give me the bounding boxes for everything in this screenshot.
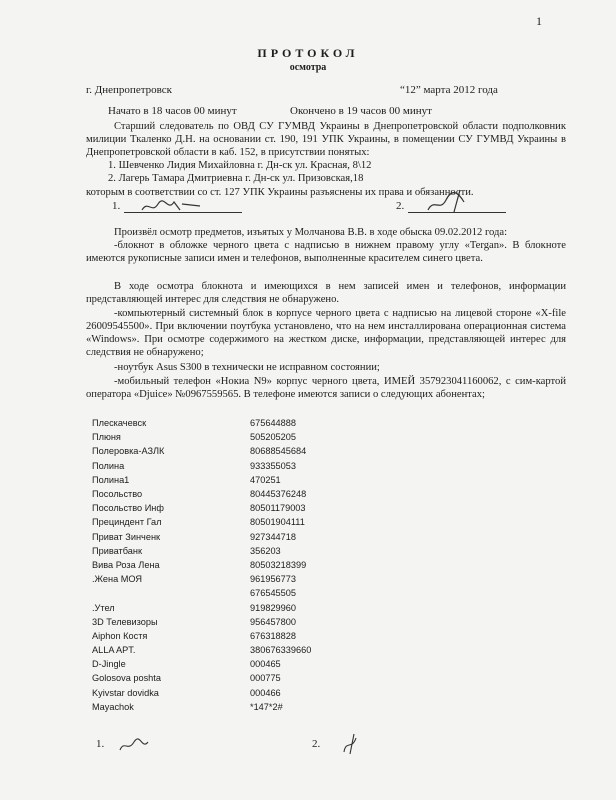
contact-row [92, 473, 370, 487]
contact-row [92, 487, 370, 501]
contact-number: 000466 [250, 687, 281, 698]
contact-number: 505205205 [250, 432, 296, 443]
start-time: Начато в 18 часов 00 минут [108, 105, 237, 117]
top-signature-2-label: 2. [396, 200, 405, 212]
notebook-result-paragraph: В ходе осмотра блокнота и имеющихся в нем записей имен и телефонов, информации представляющей интерес для следствия не обнаружено. [86, 281, 566, 305]
laptop-paragraph: -ноутбук Asus S300 в технически не исправном состоянии; [114, 362, 380, 373]
contact-number: 80445376248 [250, 489, 307, 500]
intro-paragraph: Старший следователь по ОВД СУ ГУМВД Украины в Днепропетровской области подполковник милиции Ткаленко Д.Н. на основании ст. 190, 191 УПК Украины, в помещении СУ ГУМВД Украины в Днепропетровской области в каб. 152, в присутствии понятых: [86, 121, 566, 158]
contact-row [92, 629, 370, 643]
contact-row [92, 586, 370, 600]
contact-number: *147*2# [250, 701, 283, 712]
computer-paragraph: -компьютерный системный блок в корпусе черного цвета с надписью на лицевой стороне «X-file 26009545500». При включении поутбука установлено, что на нем инсталлирована операционная система «Windows». При осмотре содержимого на жестком диске, информации, представляющей интерес для следствия не обнаружено; [86, 308, 566, 358]
contact-name: Посольство Инф [92, 503, 164, 514]
contact-number: 956457800 [250, 616, 296, 627]
contact-name: Aiphon Костя [92, 630, 148, 641]
end-time: Окончено в 19 часов 00 минут [290, 105, 432, 117]
contact-name: D-Jingle [92, 659, 126, 670]
contact-number: 961956773 [250, 574, 296, 585]
footer-signature-1-scribble [118, 734, 158, 756]
contact-number: 80503218399 [250, 559, 307, 570]
contact-row [92, 700, 370, 714]
contact-name: Посольство [92, 489, 143, 500]
contact-name: Полеровка-АЗЛК [92, 446, 165, 457]
signature-1-scribble [140, 196, 210, 216]
footer-signature-2-scribble [338, 730, 368, 756]
contact-number: 80501904111 [250, 517, 305, 528]
contact-row [92, 600, 370, 614]
witness-1: 1. Шевченко Лидия Михайловна г. Дн-ск ул. Красная, 8\12 [108, 160, 372, 171]
contact-number: 919829960 [250, 602, 296, 613]
contact-number: 000465 [250, 659, 281, 670]
contact-name: ALLA APT. [92, 645, 136, 656]
contact-name: Вива Роза Лена [92, 559, 160, 570]
contact-name: Golosova poshta [92, 673, 161, 684]
contact-row [92, 558, 370, 572]
contact-name: .Утел [92, 602, 115, 613]
top-signature-1-label: 1. [112, 200, 121, 212]
notebook-paragraph: -блокнот в обложке черного цвета с надписью в нижнем правому углу «Tergan». В блокноте имеются рукописные записи имен и телефонов, выполненные красителем синего цвета. [86, 240, 566, 264]
contact-number: 80501179003 [250, 503, 306, 514]
contact-number: 933355053 [250, 460, 296, 471]
document-title: ПРОТОКОЛ [257, 46, 359, 60]
contact-name: Прециндент Гал [92, 517, 162, 528]
footer-signature-2-label: 2. [312, 738, 321, 750]
signature-2-scribble [424, 188, 484, 216]
contact-number: 470251 [250, 474, 281, 485]
contact-number: 676545505 [250, 588, 296, 599]
contact-number: 356203 [250, 545, 281, 556]
contact-row [92, 515, 370, 529]
contact-name: Полина [92, 460, 125, 471]
contact-row [92, 686, 370, 700]
contact-number: 000775 [250, 673, 281, 684]
contact-name: Приватбанк [92, 545, 142, 556]
contact-name [92, 586, 250, 600]
contact-number: 927344718 [250, 531, 296, 542]
city: г. Днепропетровск [86, 84, 172, 96]
contact-number: 380676339660 [250, 645, 312, 656]
rights-paragraph: которым в соответствии со ст. 127 УПК Украины разъяснены их права и обязанности. [86, 187, 474, 198]
footer-signature-1-label: 1. [96, 738, 105, 750]
contact-name: Приват Зинченк [92, 531, 161, 542]
contact-row [92, 530, 370, 544]
witness-2: 2. Лагерь Тамара Дмитриевна г. Дн-ск ул. Призовская,18 [108, 173, 364, 184]
page-number: 1 [536, 14, 542, 28]
document-subtitle: осмотра [289, 62, 327, 73]
contacts-table [92, 416, 370, 714]
contact-number: 676318828 [250, 630, 296, 641]
contact-row [92, 416, 370, 430]
contact-name: .Жена МОЯ [92, 574, 143, 585]
contact-name: Плюня [92, 432, 121, 443]
contact-name: 3D Телевизоры [92, 616, 158, 627]
contact-row [92, 572, 370, 586]
contact-name: Плескачевск [92, 418, 147, 429]
contact-name: Kyivstar dovidka [92, 687, 159, 698]
contact-row [92, 444, 370, 458]
contact-row [92, 544, 370, 558]
contact-row [92, 657, 370, 671]
contact-row [92, 501, 370, 515]
contact-number: 80688545684 [250, 446, 307, 457]
contact-row [92, 671, 370, 685]
contact-row [92, 430, 370, 444]
contact-row [92, 643, 370, 657]
contact-number: 675644888 [250, 418, 296, 429]
contact-row [92, 615, 370, 629]
contact-name: Mayachok [92, 701, 134, 712]
contact-row [92, 459, 370, 473]
items-paragraph: Произвёл осмотр предметов, изъятых у Молчанова В.В. в ходе обыска 09.02.2012 года: [114, 227, 508, 238]
document-date: “12” марта 2012 года [400, 84, 498, 96]
phone-paragraph: -мобильный телефон «Нокиа N9» корпус черного цвета, ИМЕЙ 357923041160062, с сим-картой оператора «Djuice» №0967559565. В телефоне имеются записи о следующих абонентах; [86, 376, 566, 400]
contact-name: Полина1 [92, 474, 130, 485]
